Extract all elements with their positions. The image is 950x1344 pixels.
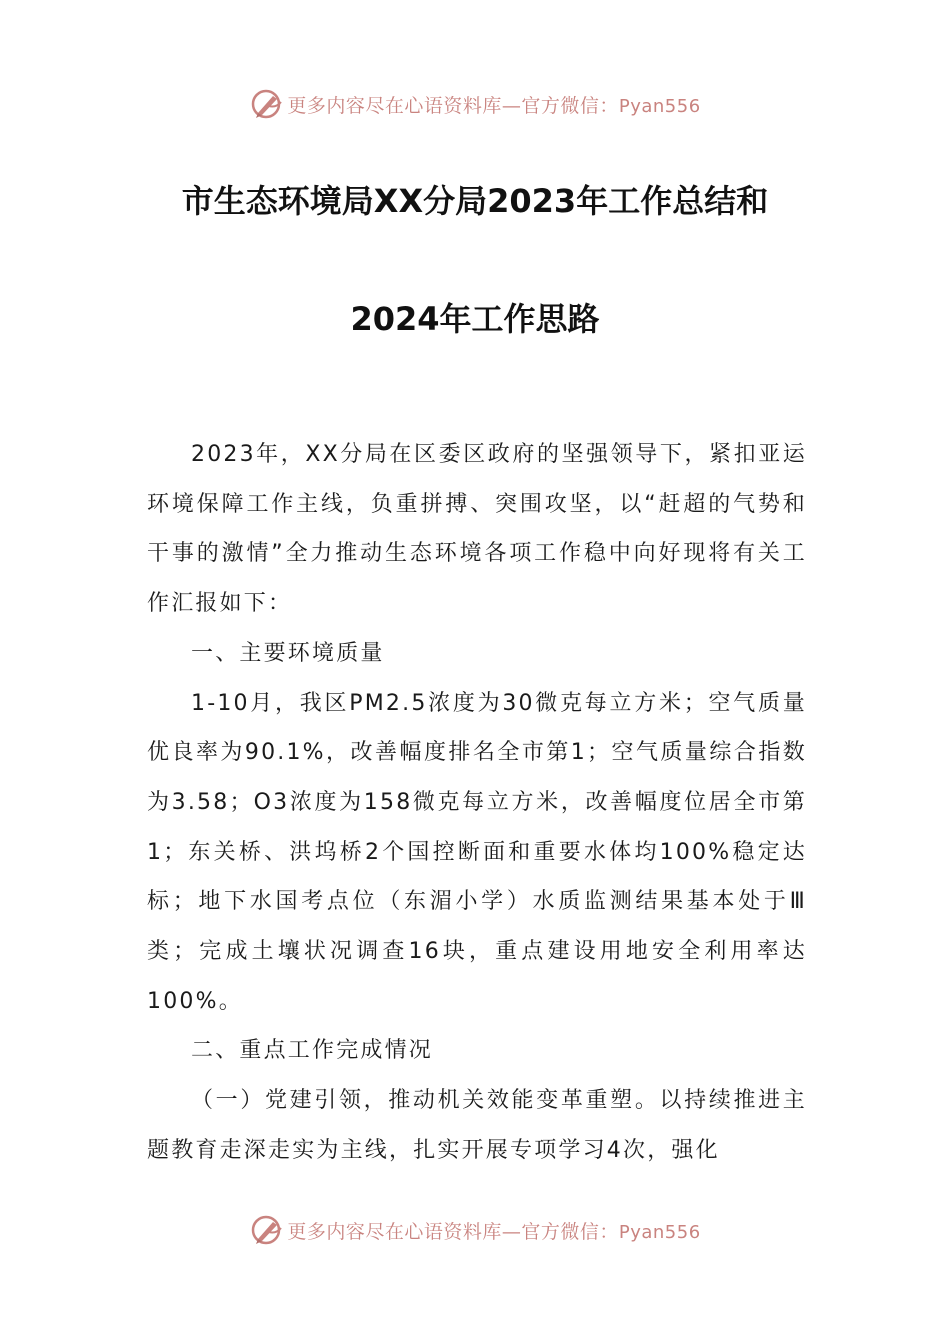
paragraph-intro: 2023年，XX分局在区委区政府的坚强领导下，紧扣亚运环境保障工作主线，负重拼搏、突围攻坚，以“赶超的气势和干事的激情”全力推动生态环境各项工作稳中向好现将有关工作汇报如下： [147,442,807,617]
watermark-footer [0,1210,950,1250]
document-title-line-2: 2024年工作思路 [350,300,600,338]
section-heading-1: 一、主要环境质量 [191,640,385,666]
watermark-header [0,84,950,124]
paragraph-environment-quality: 1-10月，我区PM2.5浓度为30微克每立方米；空气质量优良率为90.1%，改善幅度排名全市第1；空气质量综合指数为3.58；O3浓度为158微克每立方米，改善幅度位居全市第1；东关桥、洪坞桥2个国控断面和重要水体均100%稳定达标；地下水国考点位（东湄小学）水质监测结果基本处于Ⅲ类；完成土壤状况调查16块，重点建设用地安全利用率达100%。 [147,690,807,1014]
pen-logo-icon [249,1212,285,1248]
watermark-text: 更多内容尽在心语资料库—官方微信：Pyan556 [287,94,701,117]
section-heading-2: 二、重点工作完成情况 [191,1038,434,1064]
paragraph-party-building: （一）党建引领，推动机关效能变革重塑。以持续推进主题教育走深走实为主线，扎实开展专项学习4次，强化 [147,1088,807,1163]
watermark-text: 更多内容尽在心语资料库—官方微信：Pyan556 [287,1220,701,1243]
document-body [147,430,807,1176]
pen-logo-icon [249,86,285,122]
document-title-line-1: 市生态环境局XX分局2023年工作总结和 [181,182,769,220]
